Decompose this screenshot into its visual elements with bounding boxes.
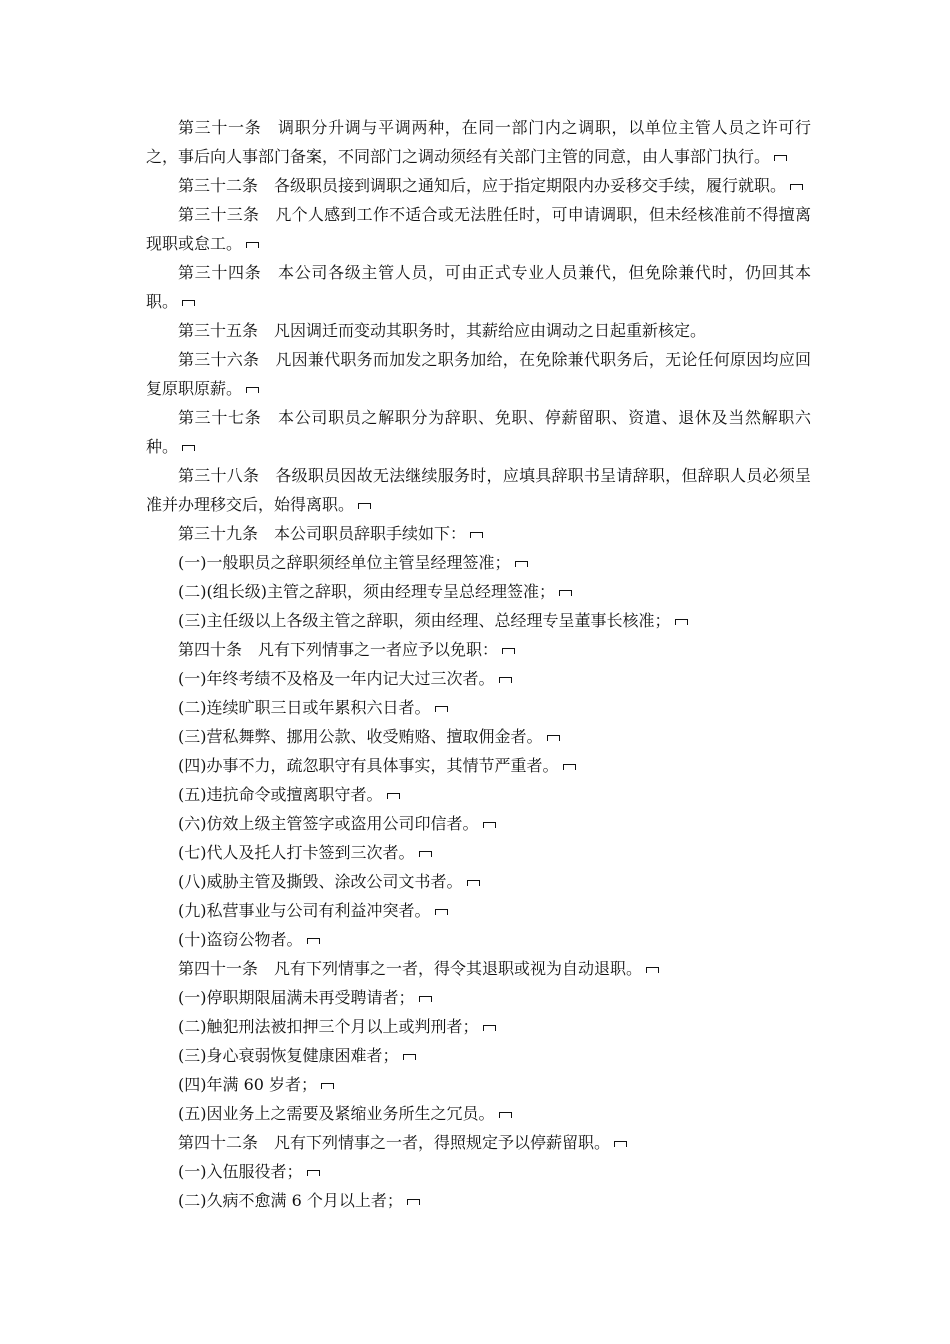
list-item [146, 664, 811, 693]
paragraph-mark-icon [419, 851, 432, 857]
article-32 [146, 171, 811, 200]
paragraph-text: 第三十六条 凡因兼代职务而加发之职务加给，在免除兼代职务后，无论任何原因均应回复原职原薪。 [146, 350, 811, 398]
list-item [146, 577, 811, 606]
list-item [146, 1012, 811, 1041]
paragraph-text: 第四十一条 凡有下列情事之一者，得令其退职或视为自动退职。 [178, 959, 643, 978]
paragraph-mark-icon [307, 938, 320, 944]
paragraph-text: 第三十二条 各级职员接到调职之通知后，应于指定期限内办妥移交手续，履行就职。 [178, 176, 787, 195]
paragraph-mark-icon [547, 735, 560, 741]
paragraph-mark-icon [646, 967, 659, 973]
list-item [146, 693, 811, 722]
article-41 [146, 954, 811, 983]
list-item [146, 606, 811, 635]
paragraph-mark-icon [419, 996, 432, 1002]
paragraph-text: (一)停职期限届满未再受聘请者； [178, 988, 415, 1007]
paragraph-text: (八)威胁主管及撕毁、涂改公司文书者。 [178, 872, 463, 891]
paragraph-mark-icon [614, 1141, 627, 1147]
paragraph-mark-icon [246, 242, 259, 248]
list-item [146, 751, 811, 780]
paragraph-text: 第三十八条 各级职员因故无法继续服务时，应填具辞职书呈请辞职，但辞职人员必须呈准并办理移交后，始得离职。 [146, 466, 811, 514]
paragraph-mark-icon [470, 532, 483, 538]
paragraph-text: (七)代人及托人打卡签到三次者。 [178, 843, 415, 862]
paragraph-text: (二)(组长级)主管之辞职，须由经理专呈总经理签准； [178, 582, 555, 601]
paragraph-mark-icon [790, 184, 803, 190]
paragraph-text: (三)主任级以上各级主管之辞职，须由经理、总经理专呈董事长核准； [178, 611, 671, 630]
paragraph-mark-icon [407, 1199, 420, 1205]
paragraph-text: (二)触犯刑法被扣押三个月以上或判刑者； [178, 1017, 479, 1036]
paragraph-mark-icon [563, 764, 576, 770]
paragraph-mark-icon [502, 648, 515, 654]
paragraph-mark-icon [246, 387, 259, 393]
paragraph-mark-icon [307, 1170, 320, 1176]
paragraph-text: 第四十二条 凡有下列情事之一者，得照规定予以停薪留职。 [178, 1133, 611, 1152]
list-item [146, 925, 811, 954]
article-36 [146, 345, 811, 403]
article-35 [146, 316, 811, 345]
paragraph-text: (二)久病不愈满 6 个月以上者； [178, 1191, 403, 1210]
paragraph-mark-icon [321, 1083, 334, 1089]
paragraph-mark-icon [675, 619, 688, 625]
paragraph-text: 第三十七条 本公司职员之解职分为辞职、免职、停薪留职、资遣、退休及当然解职六种。 [146, 408, 811, 456]
article-39 [146, 519, 811, 548]
paragraph-mark-icon [182, 445, 195, 451]
paragraph-mark-icon [467, 880, 480, 886]
paragraph-mark-icon [435, 706, 448, 712]
paragraph-mark-icon [403, 1054, 416, 1060]
list-item [146, 1157, 811, 1186]
paragraph-text: (五)违抗命令或擅离职守者。 [178, 785, 383, 804]
paragraph-mark-icon [182, 300, 195, 306]
paragraph-text: (一)年终考绩不及格及一年内记大过三次者。 [178, 669, 495, 688]
article-31 [146, 113, 811, 171]
list-item [146, 867, 811, 896]
list-item [146, 809, 811, 838]
paragraph-text: (四)办事不力，疏忽职守有具体事实，其情节严重者。 [178, 756, 559, 775]
paragraph-text: 第三十四条 本公司各级主管人员，可由正式专业人员兼代，但免除兼代时，仍回其本职。 [146, 263, 811, 311]
paragraph-mark-icon [499, 1112, 512, 1118]
list-item [146, 983, 811, 1012]
paragraph-text: 第三十一条 调职分升调与平调两种，在同一部门内之调职，以单位主管人员之许可行之，事后向人事部门备案，不同部门之调动须经有关部门主管的同意，由人事部门执行。 [146, 118, 811, 166]
paragraph-text: (二)连续旷职三日或年累积六日者。 [178, 698, 431, 717]
document-body [146, 113, 811, 1215]
list-item [146, 896, 811, 925]
paragraph-text: 第三十三条 凡个人感到工作不适合或无法胜任时，可申请调职，但未经核准前不得擅离现职或怠工。 [146, 205, 811, 253]
paragraph-text: (九)私营事业与公司有利益冲突者。 [178, 901, 431, 920]
paragraph-text: 第四十条 凡有下列情事之一者应予以免职： [178, 640, 499, 659]
paragraph-text: (十)盗窃公物者。 [178, 930, 303, 949]
paragraph-mark-icon [358, 503, 371, 509]
article-33 [146, 200, 811, 258]
paragraph-mark-icon [774, 155, 787, 161]
paragraph-mark-icon [515, 561, 528, 567]
paragraph-text: (三)身心衰弱恢复健康困难者； [178, 1046, 399, 1065]
paragraph-mark-icon [499, 677, 512, 683]
paragraph-mark-icon [559, 590, 572, 596]
list-item [146, 838, 811, 867]
paragraph-text: (一)入伍服役者； [178, 1162, 303, 1181]
paragraph-mark-icon [483, 822, 496, 828]
list-item [146, 780, 811, 809]
article-38 [146, 461, 811, 519]
paragraph-mark-icon [435, 909, 448, 915]
list-item [146, 1041, 811, 1070]
paragraph-text: (三)营私舞弊、挪用公款、收受贿赂、擅取佣金者。 [178, 727, 543, 746]
article-40 [146, 635, 811, 664]
paragraph-text: (一)一般职员之辞职须经单位主管呈经理签准； [178, 553, 511, 572]
paragraph-text: 第三十九条 本公司职员辞职手续如下： [178, 524, 467, 543]
list-item [146, 1099, 811, 1128]
paragraph-text: (五)因业务上之需要及紧缩业务所生之冗员。 [178, 1104, 495, 1123]
list-item [146, 722, 811, 751]
paragraph-text: (六)仿效上级主管签字或盗用公司印信者。 [178, 814, 479, 833]
article-37 [146, 403, 811, 461]
article-42 [146, 1128, 811, 1157]
paragraph-text: 第三十五条 凡因调迁而变动其职务时，其薪给应由调动之日起重新核定。 [178, 321, 707, 340]
paragraph-mark-icon [483, 1025, 496, 1031]
paragraph-text: (四)年满 60 岁者； [178, 1075, 318, 1094]
list-item [146, 548, 811, 577]
list-item [146, 1070, 811, 1099]
paragraph-mark-icon [387, 793, 400, 799]
list-item [146, 1186, 811, 1215]
article-34 [146, 258, 811, 316]
